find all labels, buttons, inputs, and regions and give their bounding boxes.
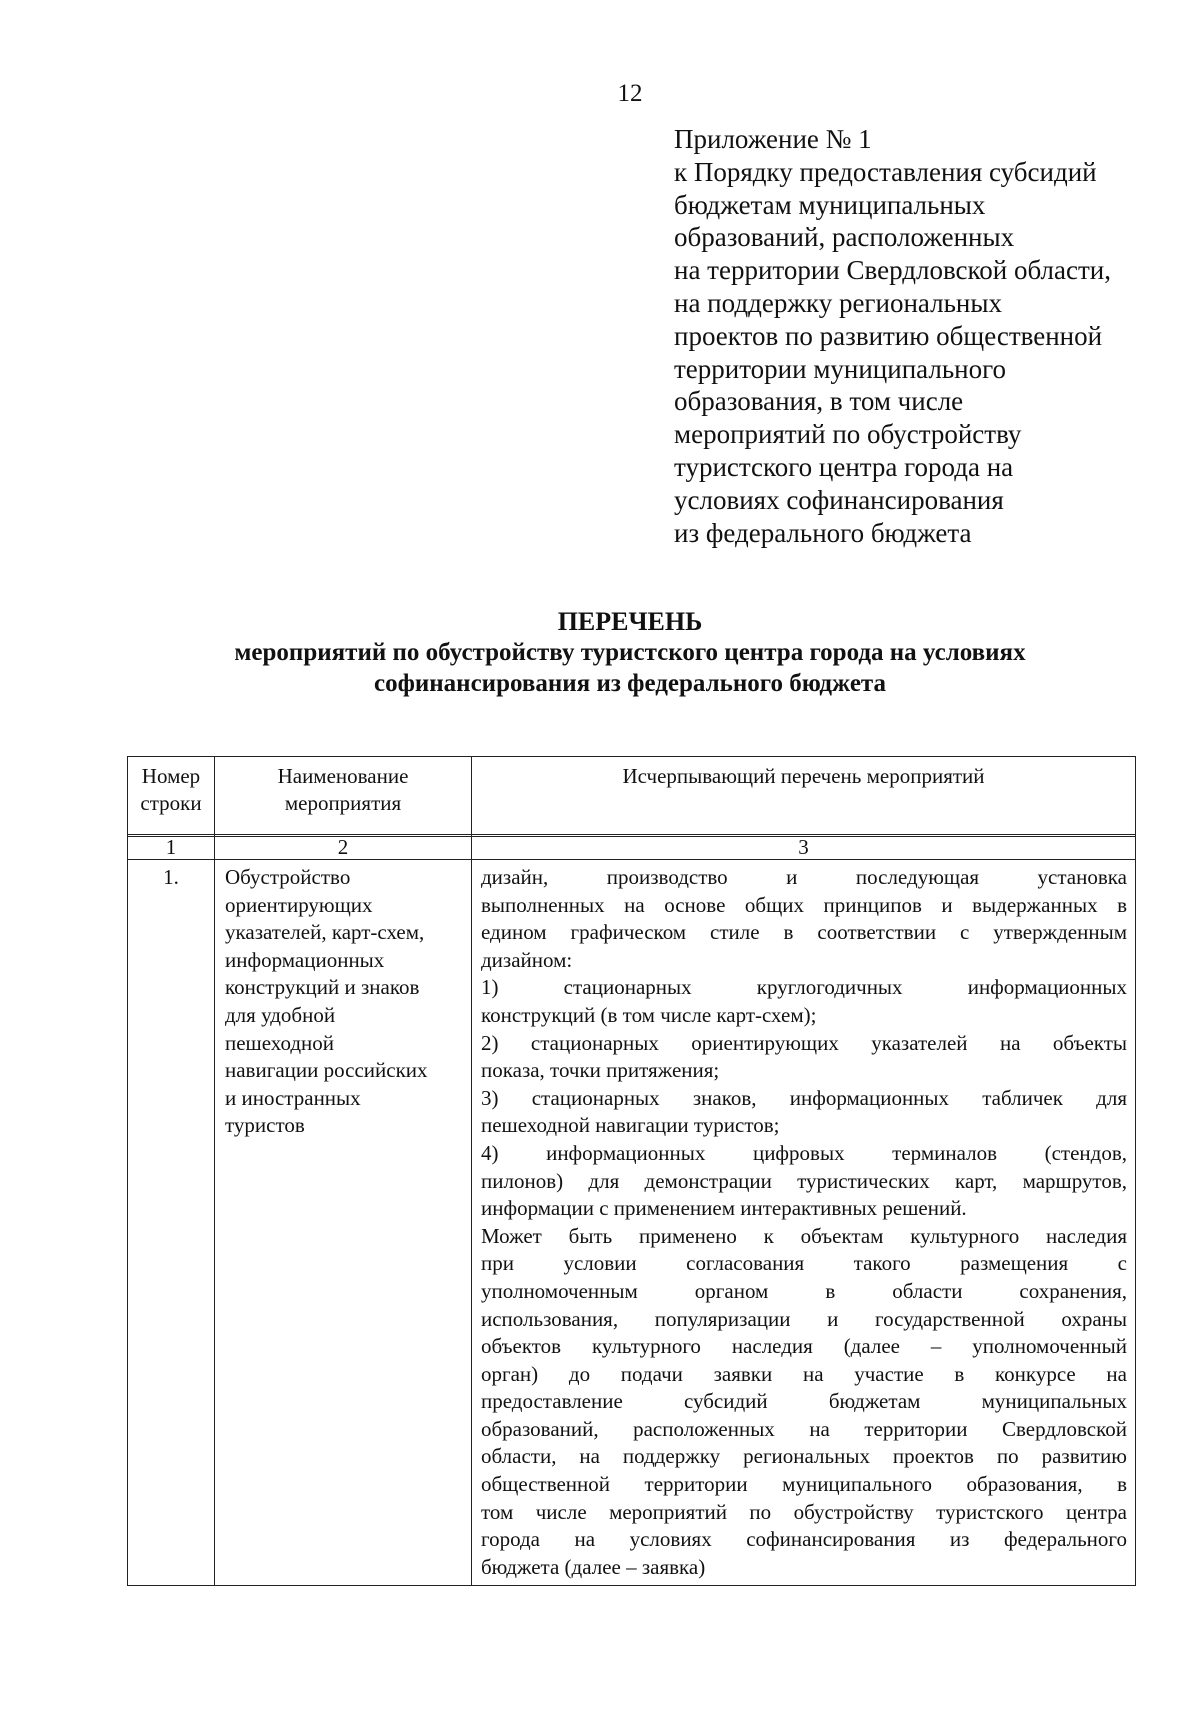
description-line: пилонов) для демонстрации туристических карт, маршрутов, [481,1168,1127,1193]
title-heading: ПЕРЕЧЕНЬ [557,607,703,636]
event-description-cell [472,860,1136,1586]
appendix-line: туристского центра города на [674,451,1014,482]
event-name-line: навигации российских [225,1058,428,1083]
description-line: уполномоченным органом в области сохранения, [481,1278,1127,1303]
column-number: 1 [128,835,215,860]
description-line: 1) стационарных круглогодичных информационных [481,975,1127,1000]
appendix-line: образований, расположенных [674,222,1015,253]
appendix-line: территории муниципального [674,353,1007,384]
header-text: Наименование [277,764,409,788]
title-line-1: мероприятий по обустройству туристского центра города на условиях [234,639,1026,666]
header-text: Номер [141,764,201,788]
table-header [127,756,1136,837]
description-line: дизайном: [481,947,573,972]
table-row [128,860,1136,1586]
description-line: выполненных на основе общих принципов и выдержанных в [481,892,1127,917]
description-line: конструкций (в том числе карт-схем); [481,1002,817,1027]
event-name-line: Обустройство [225,865,351,889]
header-event-list [472,757,1136,837]
column-number: 2 [215,835,472,860]
event-name-line: туристов [225,1113,305,1138]
appendix-line: Приложение № 1 [674,124,872,154]
description-line: пешеходной навигации туристов; [481,1113,780,1138]
header-event-name [215,757,472,837]
description-line: 2) стационарных ориентирующих указателей на объекты [481,1030,1127,1055]
description-line: дизайн, производство и последующая установка [481,865,1127,889]
event-name-cell [215,860,472,1586]
description-line: объектов культурного наследия (далее – уполномоченный [481,1334,1127,1359]
appendix-line: образования, в том числе [674,386,964,417]
description-line: Может быть применено к объектам культурного наследия [481,1223,1127,1248]
description-line: предоставление субсидий бюджетам муниципальных [481,1389,1127,1414]
column-number: 3 [472,835,1136,860]
appendix-line: на поддержку региональных [674,287,1003,318]
event-name-line: информационных [225,947,385,972]
description-line: города на условиях софинансирования из федерального [481,1527,1127,1552]
description-line: орган) до подачи заявки на участие в конкурсе на [481,1361,1127,1386]
event-name-line: для удобной [225,1002,336,1027]
appendix-line: на территории Свердловской области, [674,255,1111,286]
description-line: образований, расположенных на территории Свердловской [481,1416,1127,1441]
event-name-line: конструкций и знаков [225,975,420,1000]
header-text: мероприятия [284,791,402,815]
description-line: использования, популяризации и государственной охраны [481,1306,1127,1331]
description-line: 4) информационных цифровых терминалов (стендов, [481,1140,1127,1165]
appendix-line: к Порядку предоставления субсидий [674,156,1097,187]
header-text: строки [140,791,202,815]
description-line: информации с применением интерактивных решений. [481,1196,967,1221]
description-line: 3) стационарных знаков, информационных табличек для [481,1085,1127,1110]
event-name-line: и иностранных [225,1085,361,1110]
description-line: общественной территории муниципального образования, в [481,1472,1127,1497]
header-text: Исчерпывающий перечень мероприятий [622,764,985,788]
description-line: том числе мероприятий по обустройству туристского центра [481,1499,1127,1524]
description-line: при условии согласования такого размещения с [481,1251,1127,1276]
description-line: показа, точки притяжения; [481,1058,720,1083]
page-number: 12 [617,80,643,107]
description-line: едином графическом стиле в соответствии с утвержденным [481,920,1127,945]
appendix-line: бюджетам муниципальных [674,189,986,220]
appendix-line: мероприятий по обустройству [674,419,1022,450]
description-line: области, на поддержку региональных проектов по развитию [481,1444,1127,1469]
column-number-row [128,835,1136,860]
event-name-line: ориентирующих [225,892,373,917]
document-title [0,607,1200,699]
appendix-block [674,123,1174,549]
event-name-line: указателей, карт-схем, [225,920,425,945]
header-row-number [128,757,215,837]
table-body [127,834,1136,1586]
row-number: 1. [128,860,215,1586]
appendix-line: условиях софинансирования [674,484,1004,515]
appendix-line: проектов по развитию общественной [674,320,1103,351]
description-line: бюджета (далее – заявка) [481,1554,706,1579]
event-name-line: пешеходной [225,1030,335,1055]
title-line-2: софинансирования из федерального бюджета [373,670,887,697]
appendix-line: из федерального бюджета [674,517,972,548]
